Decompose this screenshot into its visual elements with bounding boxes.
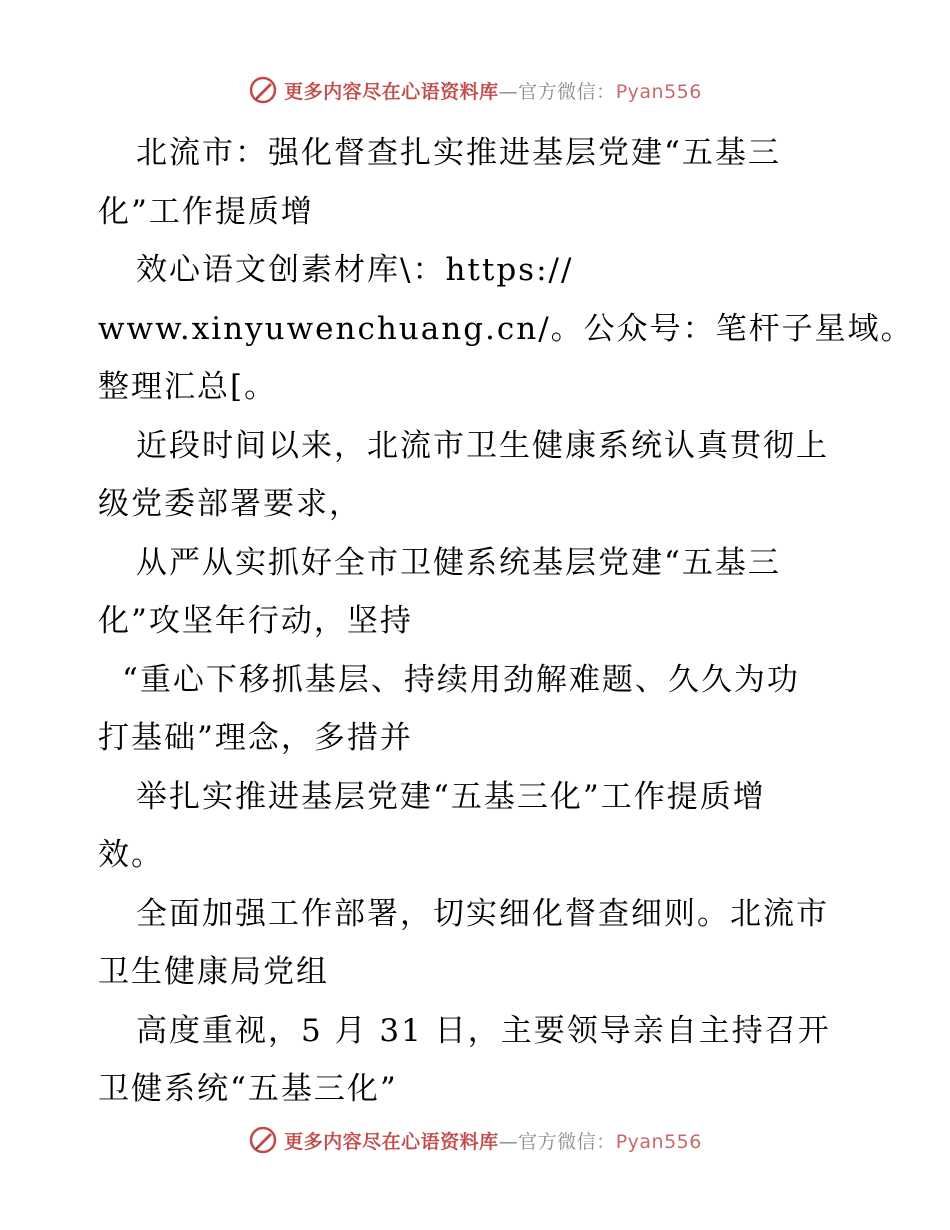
banner-wechat-label: 官方微信： [518, 80, 616, 103]
quill-pen-logo-icon [248, 1125, 278, 1155]
banner-brand-text: 更多内容尽在心语资料库 [284, 80, 499, 103]
header-watermark-banner [0, 70, 950, 110]
document-line: 近段时间以来，北流市卫生健康系统认真贯彻上 [136, 427, 829, 464]
document-line: 高度重视，5 月 31 日，主要领导亲自主持召开 [136, 1012, 831, 1049]
banner-separator: — [498, 1130, 519, 1153]
document-line: 全面加强工作部署，切实细化督查细则。北流市 [136, 895, 829, 932]
document-line: 效。 [98, 837, 164, 873]
banner-brand-text: 更多内容尽在心语资料库 [284, 1130, 499, 1153]
document-line: 从严从实抓好全市卫健系统基层党建“五基三 [136, 544, 781, 581]
document-line: 举扎实推进基层党建“五基三化”工作提质增 [136, 778, 766, 815]
document-line: 卫生健康局党组 [98, 954, 329, 990]
quill-pen-logo-icon [248, 75, 278, 105]
document-line: 级党委部署要求， [98, 486, 362, 522]
banner-account: Pyan556 [615, 80, 702, 103]
document-line: 化”攻坚年行动，坚持 [98, 603, 413, 639]
document-line: 卫健系统“五基三化” [98, 1071, 398, 1107]
document-body [98, 124, 914, 1119]
footer-watermark-banner [0, 1120, 950, 1160]
banner-account: Pyan556 [615, 1130, 702, 1153]
document-line: 打基础”理念，多措并 [98, 720, 413, 756]
document-line: www.xinyuwenchuang.cn/。公众号：笔杆子星域。 [98, 310, 914, 347]
banner-wechat-label: 官方微信： [518, 1130, 616, 1153]
banner-separator: — [498, 80, 519, 103]
banner-text [284, 1127, 702, 1154]
document-line: 化”工作提质增 [98, 193, 314, 230]
document-line: “重心下移抓基层、持续用劲解难题、久久为功 [122, 661, 800, 698]
document-line: 整理汇总[。 [98, 369, 278, 405]
document-line: 北流市：强化督查扎实推进基层党建“五基三 [136, 135, 781, 171]
document-line: 效心语文创素材库\：https:// [136, 252, 574, 288]
banner-text [284, 77, 702, 104]
